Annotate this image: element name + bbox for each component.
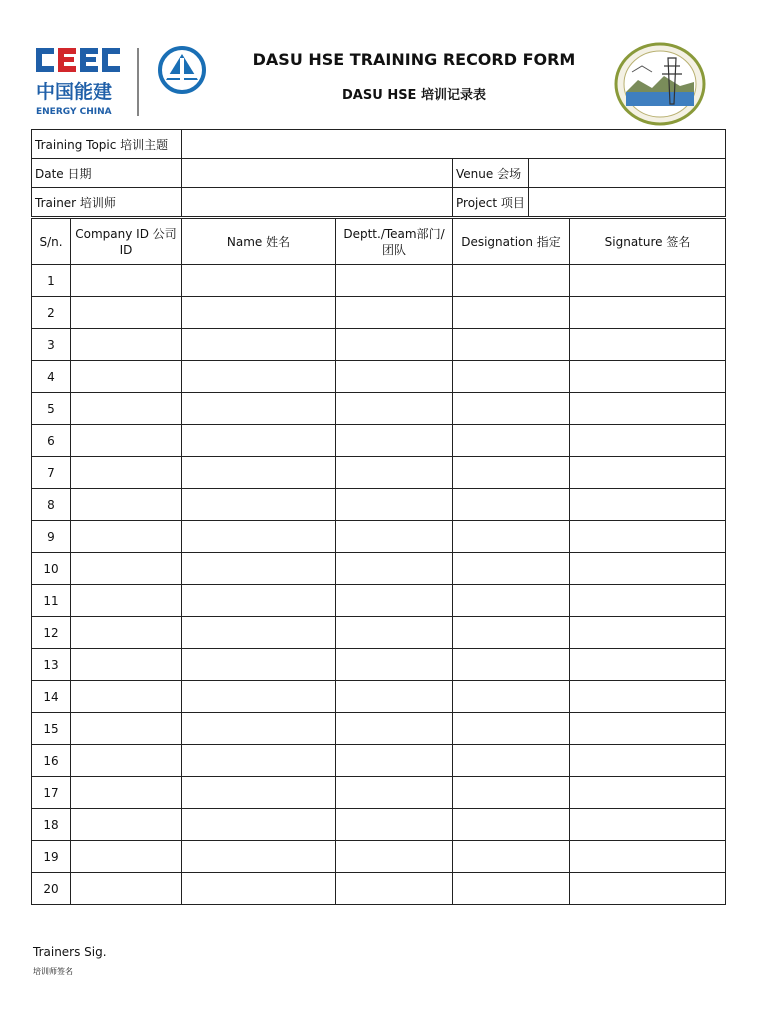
table-row [32,553,726,585]
col-header-sn: S/n. [32,219,71,265]
company-id-cell[interactable] [71,745,182,777]
company-id-cell[interactable] [71,873,182,905]
trainer-field[interactable] [182,188,453,217]
designation-cell[interactable] [453,617,570,649]
table-row [32,521,726,553]
company-id-cell[interactable] [71,777,182,809]
dept-cell[interactable] [336,713,453,745]
table-row [32,489,726,521]
company-id-cell[interactable] [71,489,182,521]
company-id-cell[interactable] [71,329,182,361]
designation-cell[interactable] [453,777,570,809]
table-row [32,649,726,681]
row-sn: 13 [32,649,71,681]
designation-cell[interactable] [453,361,570,393]
dept-cell[interactable] [336,361,453,393]
dept-cell[interactable] [336,553,453,585]
form-title: DASU HSE TRAINING RECORD FORM [252,50,576,69]
name-cell[interactable] [182,521,336,553]
dept-cell[interactable] [336,809,453,841]
signature-cell[interactable] [570,713,726,745]
col-header-signature: Signature 签名 [570,219,726,265]
dept-cell[interactable] [336,393,453,425]
name-cell[interactable] [182,809,336,841]
signature-cell[interactable] [570,361,726,393]
row-sn: 16 [32,745,71,777]
signature-cell[interactable] [570,617,726,649]
table-row [32,745,726,777]
trainer-signature-label-cn: 培训师签名 [33,967,73,976]
date-label: Date 日期 [32,159,182,188]
venue-label: Venue 会场 [453,159,529,188]
form-subtitle: DASU HSE 培训记录表 [342,88,486,103]
designation-cell[interactable] [453,873,570,905]
designation-cell[interactable] [453,841,570,873]
dept-cell[interactable] [336,265,453,297]
date-field[interactable] [182,159,453,188]
designation-cell[interactable] [453,329,570,361]
row-sn: 1 [32,265,71,297]
name-cell[interactable] [182,265,336,297]
designation-cell[interactable] [453,681,570,713]
dept-cell[interactable] [336,617,453,649]
signature-cell[interactable] [570,457,726,489]
training-topic-label: Training Topic 培训主题 [32,130,182,159]
name-cell[interactable] [182,425,336,457]
signature-cell[interactable] [570,297,726,329]
dept-cell[interactable] [336,329,453,361]
designation-cell[interactable] [453,649,570,681]
dept-cell[interactable] [336,745,453,777]
row-sn: 17 [32,777,71,809]
ceec-mark-icon [36,48,120,72]
table-row [32,457,726,489]
training-topic-row [32,130,726,159]
row-sn: 15 [32,713,71,745]
name-cell[interactable] [182,617,336,649]
designation-cell[interactable] [453,809,570,841]
dept-cell[interactable] [336,297,453,329]
col-header-company-id [71,219,182,265]
row-sn: 8 [32,489,71,521]
name-cell[interactable] [182,713,336,745]
table-row [32,585,726,617]
table-header-row [32,219,726,265]
company-id-line-1: Company ID 公司 [75,226,177,241]
name-cell[interactable] [182,649,336,681]
company-id-cell[interactable] [71,841,182,873]
row-sn: 11 [32,585,71,617]
table-row [32,329,726,361]
col-header-name: Name 姓名 [182,219,336,265]
company-id-cell[interactable] [71,457,182,489]
company-id-cell[interactable] [71,361,182,393]
cggc-mark-icon [160,48,204,92]
company-id-cell[interactable] [71,585,182,617]
company-id-cell[interactable] [71,553,182,585]
table-row [32,393,726,425]
signature-cell[interactable] [570,809,726,841]
designation-cell[interactable] [453,297,570,329]
signature-cell[interactable] [570,873,726,905]
table-row [32,425,726,457]
row-sn: 14 [32,681,71,713]
designation-cell[interactable] [453,425,570,457]
signature-cell[interactable] [570,841,726,873]
name-cell[interactable] [182,393,336,425]
name-cell[interactable] [182,585,336,617]
name-cell[interactable] [182,329,336,361]
col-header-dept [336,219,453,265]
table-row [32,841,726,873]
designation-cell[interactable] [453,489,570,521]
logo-text-cn: 中国能建 [36,81,113,103]
row-sn: 19 [32,841,71,873]
dept-cell[interactable] [336,457,453,489]
designation-cell[interactable] [453,553,570,585]
row-sn: 5 [32,393,71,425]
name-cell[interactable] [182,489,336,521]
table-row [32,873,726,905]
designation-cell[interactable] [453,393,570,425]
signature-cell[interactable] [570,585,726,617]
designation-cell[interactable] [453,521,570,553]
signature-cell[interactable] [570,393,726,425]
trainer-project-row [32,188,726,217]
training-topic-field[interactable] [182,130,726,159]
dept-cell[interactable] [336,841,453,873]
row-sn: 12 [32,617,71,649]
project-label: Project 项目 [453,188,529,217]
company-id-cell[interactable] [71,521,182,553]
company-id-cell[interactable] [71,393,182,425]
company-id-cell[interactable] [71,297,182,329]
table-row [32,265,726,297]
company-id-cell[interactable] [71,809,182,841]
name-cell[interactable] [182,777,336,809]
designation-cell[interactable] [453,457,570,489]
table-row [32,713,726,745]
table-row [32,617,726,649]
dept-cell[interactable] [336,681,453,713]
logo-text-en: ENERGY CHINA [36,107,112,117]
energy-china-cggc-logo [34,44,224,118]
designation-cell[interactable] [453,713,570,745]
attendance-table [31,218,726,905]
dept-cell[interactable] [336,649,453,681]
table-row [32,361,726,393]
row-sn: 6 [32,425,71,457]
name-cell[interactable] [182,681,336,713]
row-sn: 7 [32,457,71,489]
designation-cell[interactable] [453,585,570,617]
row-sn: 20 [32,873,71,905]
trainer-label: Trainer 培训师 [32,188,182,217]
designation-cell[interactable] [453,265,570,297]
company-id-cell[interactable] [71,265,182,297]
row-sn: 9 [32,521,71,553]
table-row [32,681,726,713]
name-cell[interactable] [182,457,336,489]
dept-cell[interactable] [336,425,453,457]
company-id-cell[interactable] [71,649,182,681]
company-id-cell[interactable] [71,713,182,745]
company-id-cell[interactable] [71,681,182,713]
dept-cell[interactable] [336,585,453,617]
name-cell[interactable] [182,361,336,393]
dept-cell[interactable] [336,489,453,521]
dept-line-2: 团队 [381,242,406,257]
signature-cell[interactable] [570,425,726,457]
table-row [32,297,726,329]
name-cell[interactable] [182,873,336,905]
dept-cell[interactable] [336,521,453,553]
name-cell[interactable] [182,841,336,873]
row-sn: 18 [32,809,71,841]
signature-cell[interactable] [570,681,726,713]
name-cell[interactable] [182,553,336,585]
signature-cell[interactable] [570,265,726,297]
signature-cell[interactable] [570,329,726,361]
name-cell[interactable] [182,297,336,329]
table-row [32,809,726,841]
table-row [32,777,726,809]
dept-cell[interactable] [336,873,453,905]
signature-cell[interactable] [570,489,726,521]
signature-cell[interactable] [570,649,726,681]
company-id-line-2: ID [119,242,133,257]
col-header-designation: Designation 指定 [453,219,570,265]
signature-cell[interactable] [570,521,726,553]
date-venue-row [32,159,726,188]
signature-cell[interactable] [570,745,726,777]
row-sn: 10 [32,553,71,585]
venue-field[interactable] [529,159,726,188]
dept-line-1: Deptt./Team部门/ [343,226,445,241]
designation-cell[interactable] [453,745,570,777]
company-id-cell[interactable] [71,617,182,649]
trainer-signature-label: Trainers Sig. [33,945,107,959]
company-id-cell[interactable] [71,425,182,457]
row-sn: 2 [32,297,71,329]
row-sn: 3 [32,329,71,361]
row-sn: 4 [32,361,71,393]
dept-cell[interactable] [336,777,453,809]
signature-cell[interactable] [570,553,726,585]
project-field[interactable] [529,188,726,217]
training-info-table [31,129,726,217]
name-cell[interactable] [182,745,336,777]
dasu-project-seal-icon [612,42,708,126]
signature-cell[interactable] [570,777,726,809]
